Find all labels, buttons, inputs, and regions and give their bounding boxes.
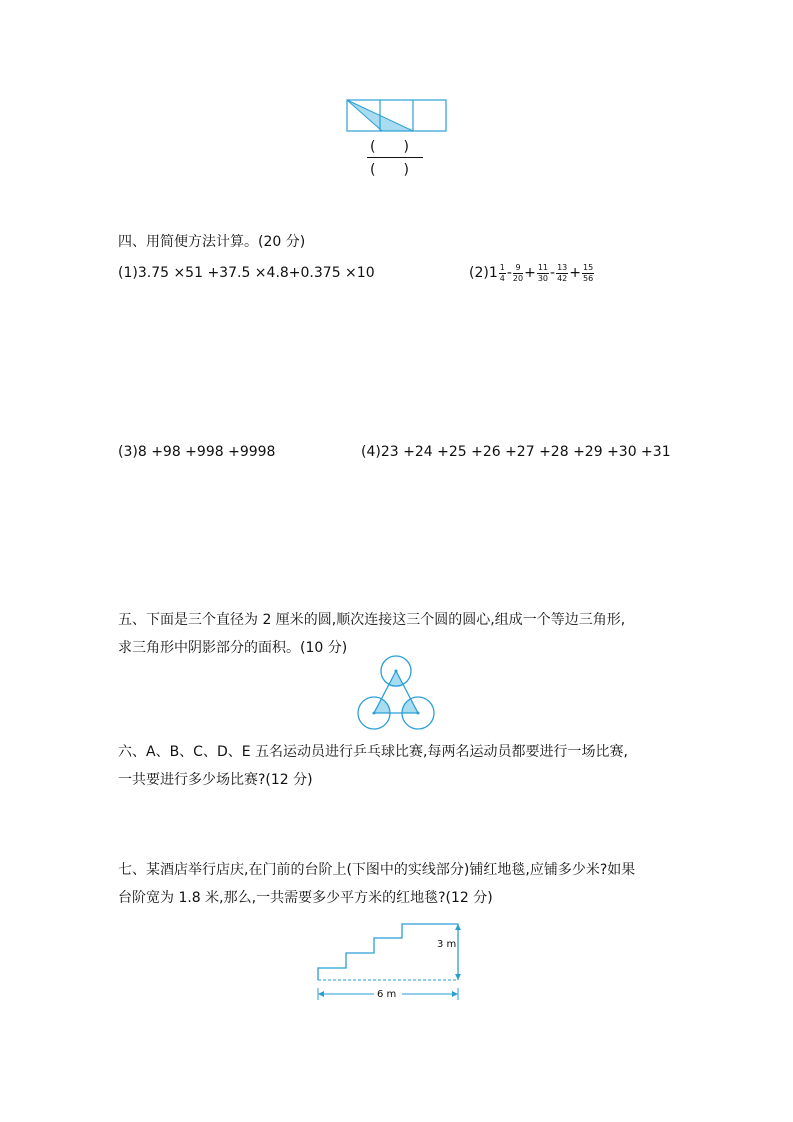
center-dot-top xyxy=(395,670,398,673)
fraction-5: $\frac{15}{56}$ xyxy=(583,262,594,283)
height-label: 3 m xyxy=(437,939,457,950)
fraction-1: $\frac{1}{4}$ xyxy=(499,262,505,283)
fraction-4: $\frac{13}{42}$ xyxy=(557,262,568,283)
section6-text: 六、A、B、C、D、E 五名运动员进行乒乓球比赛,每两名运动员都要进行一场比赛,一共要进行多少场比赛?(12 分) xyxy=(118,744,628,788)
width-arrow-head-right xyxy=(452,991,458,997)
fraction-answer-bar xyxy=(367,157,423,158)
stairs-outline xyxy=(318,924,458,980)
fraction-rect-figure xyxy=(346,99,448,133)
problem-4: (4)23 +24 +25 +26 +27 +28 +29 +30 +31 xyxy=(361,444,671,460)
center-dot-right xyxy=(417,712,420,715)
fraction-answer-denominator[interactable]: ( ) xyxy=(370,162,409,178)
section4-title: 四、用简便方法计算。(20 分) xyxy=(118,234,306,250)
three-circles-figure xyxy=(352,655,440,733)
section7-text: 七、某酒店举行店庆,在门前的台阶上(下图中的实线部分)铺红地毯,应铺多少米?如果台阶宽为 1.8 米,那么,一共需要多少平方米的红地毯?(12 分) xyxy=(118,862,636,906)
op-3: - xyxy=(550,265,556,281)
shade-right xyxy=(402,699,418,713)
problem-2 xyxy=(469,258,595,288)
problem-1: (1)3.75 ×51 +37.5 ×4.8+0.375 ×10 xyxy=(118,265,375,281)
problem-2-prefix: (2)1 xyxy=(469,265,498,281)
height-arrow-head-top xyxy=(455,924,461,930)
op-4: + xyxy=(569,265,581,281)
center-dot-left xyxy=(373,712,376,715)
fraction-2: $\frac{9}{20}$ xyxy=(512,262,524,283)
width-label: 6 m xyxy=(377,989,397,1000)
width-arrow-head-left xyxy=(318,991,324,997)
shade-left xyxy=(374,699,390,713)
fraction-3: $\frac{11}{30}$ xyxy=(537,262,549,283)
problem-3: (3)8 +98 +998 +9998 xyxy=(118,444,276,460)
height-arrow-head-bottom xyxy=(455,974,461,980)
fraction-answer-numerator[interactable]: ( ) xyxy=(370,139,409,155)
section5-text: 五、下面是三个直径为 2 厘米的圆,顺次连接这三个圆的圆心,组成一个等边三角形,求三角形中阴影部分的面积。(10 分) xyxy=(118,612,626,656)
op-1: - xyxy=(506,265,512,281)
op-2: + xyxy=(524,265,536,281)
